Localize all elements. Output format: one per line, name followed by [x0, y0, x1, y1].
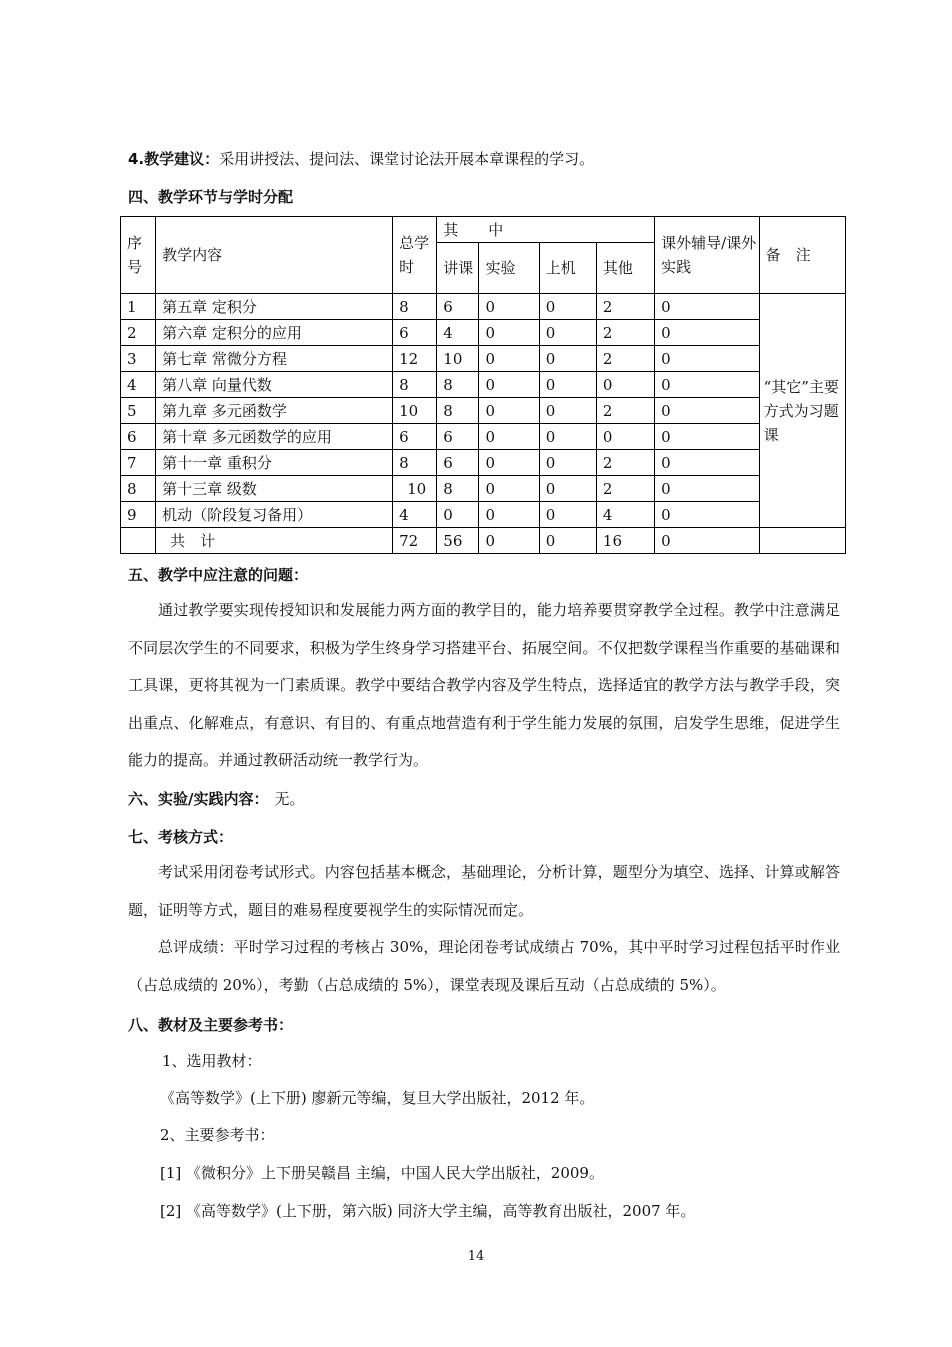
cell-outside: 0	[655, 502, 759, 528]
cell-outside: 0	[655, 424, 759, 450]
section7-body	[128, 854, 840, 1004]
table-row	[121, 502, 846, 528]
cell-total: 12	[393, 346, 437, 372]
cell-other: 2	[596, 346, 654, 372]
cell-other: 4	[596, 502, 654, 528]
cell-lecture: 6	[437, 424, 479, 450]
cell-total: 10	[393, 398, 437, 424]
refs-label: 2、主要参考书：	[160, 1126, 275, 1144]
textbook-label: 1、选用教材：	[162, 1052, 262, 1070]
cell-computer: 0	[539, 346, 596, 372]
cell-other: 0	[596, 372, 654, 398]
cell-experiment: 0	[479, 398, 539, 424]
cell-experiment: 0	[479, 424, 539, 450]
cell-content: 第七章 常微分方程	[156, 346, 393, 372]
cell-outside: 0	[655, 398, 759, 424]
cell-seq-empty	[121, 528, 156, 554]
cell-other: 2	[596, 450, 654, 476]
cell-computer: 0	[539, 320, 596, 346]
cell-outside: 0	[655, 476, 759, 502]
textbook-entry: 《高等数学》(上下册) 廖新元等编，复旦大学出版社，2012 年。	[160, 1089, 595, 1107]
cell-lecture: 4	[437, 320, 479, 346]
cell-other: 16	[596, 528, 654, 554]
cell-outside: 0	[655, 320, 759, 346]
cell-lecture: 8	[437, 476, 479, 502]
cell-experiment: 0	[479, 450, 539, 476]
cell-total: 6	[393, 320, 437, 346]
cell-content: 第九章 多元函数学	[156, 398, 393, 424]
cell-seq: 4	[121, 372, 156, 398]
cell-computer: 0	[539, 424, 596, 450]
section5-title: 五、教学中应注意的问题：	[128, 566, 309, 584]
header-lecture: 讲课	[437, 243, 479, 294]
header-content: 教学内容	[156, 217, 393, 294]
section7-title: 七、考核方式：	[128, 828, 234, 846]
cell-total: 10	[393, 476, 437, 502]
cell-experiment: 0	[479, 320, 539, 346]
cell-seq: 1	[121, 294, 156, 320]
cell-lecture: 10	[437, 346, 479, 372]
cell-outside: 0	[655, 450, 759, 476]
cell-content: 第十章 多元函数学的应用	[156, 424, 393, 450]
section4-title: 四、教学环节与学时分配	[128, 188, 294, 206]
cell-content: 机动（阶段复习备用）	[156, 502, 393, 528]
section6	[128, 788, 305, 810]
cell-experiment: 0	[479, 294, 539, 320]
section6-text: 无。	[274, 790, 305, 808]
cell-computer: 0	[539, 398, 596, 424]
section7-paragraph-2: 总评成绩：平时学习过程的考核占 30%，理论闭卷考试成绩占 70%，其中平时学习过程包括平时作业（占总成绩的 20%），考勤（占总成绩的 5%），课堂表现及课后互动（占总成绩的 5%）。	[128, 938, 840, 994]
cell-content: 第十一章 重积分	[156, 450, 393, 476]
table-row	[121, 372, 846, 398]
cell-computer: 0	[539, 502, 596, 528]
cell-total: 8	[393, 372, 437, 398]
reference-1: [1] 《微积分》上下册吴赣昌 主编，中国人民大学出版社，2009。	[160, 1164, 604, 1182]
cell-content: 第八章 向量代数	[156, 372, 393, 398]
cell-other: 2	[596, 320, 654, 346]
page-number: 14	[467, 1249, 485, 1264]
header-remark: 备 注	[759, 217, 845, 294]
cell-lecture: 6	[437, 450, 479, 476]
table-row	[121, 476, 846, 502]
table-row	[121, 450, 846, 476]
cell-seq: 5	[121, 398, 156, 424]
section5-body	[128, 592, 840, 780]
section8-title: 八、教材及主要参考书：	[128, 1016, 294, 1034]
cell-experiment: 0	[479, 528, 539, 554]
cell-total: 4	[393, 502, 437, 528]
cell-outside: 0	[655, 372, 759, 398]
teaching-suggestion-label: 4.教学建议：	[128, 150, 220, 168]
cell-remark-empty	[759, 528, 845, 554]
reference-2: [2] 《高等数学》(上下册，第六版) 同济大学主编，高等教育出版社，2007 年。	[160, 1202, 696, 1220]
cell-other: 2	[596, 398, 654, 424]
cell-seq: 9	[121, 502, 156, 528]
cell-lecture: 6	[437, 294, 479, 320]
cell-experiment: 0	[479, 502, 539, 528]
cell-total-label: 共 计	[156, 528, 393, 554]
section6-title: 六、实验/实践内容：	[128, 790, 269, 808]
header-total: 总学时	[393, 217, 437, 294]
header-experiment: 实验	[479, 243, 539, 294]
cell-lecture: 8	[437, 372, 479, 398]
cell-seq: 8	[121, 476, 156, 502]
cell-other: 2	[596, 476, 654, 502]
table-row	[121, 294, 846, 320]
cell-computer: 0	[539, 528, 596, 554]
header-seq: 序号	[121, 217, 156, 294]
teaching-suggestion-text: 采用讲授法、提问法、课堂讨论法开展本章课程的学习。	[219, 150, 595, 168]
cell-content: 第十三章 级数	[156, 476, 393, 502]
cell-computer: 0	[539, 294, 596, 320]
table-row	[121, 320, 846, 346]
cell-computer: 0	[539, 476, 596, 502]
cell-lecture: 8	[437, 398, 479, 424]
cell-seq: 7	[121, 450, 156, 476]
cell-other: 0	[596, 424, 654, 450]
cell-experiment: 0	[479, 346, 539, 372]
cell-outside: 0	[655, 294, 759, 320]
table-row	[121, 398, 846, 424]
header-computer: 上机	[539, 243, 596, 294]
cell-experiment: 0	[479, 476, 539, 502]
cell-lecture: 0	[437, 502, 479, 528]
cell-content: 第六章 定积分的应用	[156, 320, 393, 346]
cell-total: 8	[393, 294, 437, 320]
table-row	[121, 424, 846, 450]
cell-seq: 3	[121, 346, 156, 372]
cell-computer: 0	[539, 372, 596, 398]
cell-outside: 0	[655, 528, 759, 554]
cell-experiment: 0	[479, 372, 539, 398]
table-row	[121, 346, 846, 372]
section5-paragraph: 通过教学要实现传授知识和发展能力两方面的教学目的，能力培养要贯穿教学全过程。教学中注意满足不同层次学生的不同要求，积极为学生终身学习搭建平台、拓展空间。不仅把数学课程当作重要的基础课和工具课，更将其视为一门素质课。教学中要结合教学内容及学生特点，选择适宜的教学方法与教学手段，突出重点、化解难点，有意识、有目的、有重点地营造有利于学生能力发展的氛围，启发学生思维，促进学生能力的提高。并通过教研活动统一教学行为。	[128, 601, 840, 769]
header-outside: 课外辅导/课外实践	[655, 217, 759, 294]
header-other: 其他	[596, 243, 654, 294]
section7-paragraph-1: 考试采用闭卷考试形式。内容包括基本概念，基础理论，分析计算，题型分为填空、选择、计算或解答题，证明等方式，题目的难易程度要视学生的实际情况而定。	[128, 863, 840, 919]
header-among: 其 中	[437, 217, 655, 243]
schedule-table	[120, 216, 846, 554]
cell-lecture: 56	[437, 528, 479, 554]
cell-total: 72	[393, 528, 437, 554]
cell-total: 8	[393, 450, 437, 476]
table-total-row	[121, 528, 846, 554]
cell-total: 6	[393, 424, 437, 450]
cell-remark: “其它”主要方式为习题课	[759, 294, 845, 528]
cell-outside: 0	[655, 346, 759, 372]
cell-other: 2	[596, 294, 654, 320]
teaching-suggestion	[128, 148, 594, 170]
cell-seq: 2	[121, 320, 156, 346]
cell-computer: 0	[539, 450, 596, 476]
cell-content: 第五章 定积分	[156, 294, 393, 320]
cell-seq: 6	[121, 424, 156, 450]
